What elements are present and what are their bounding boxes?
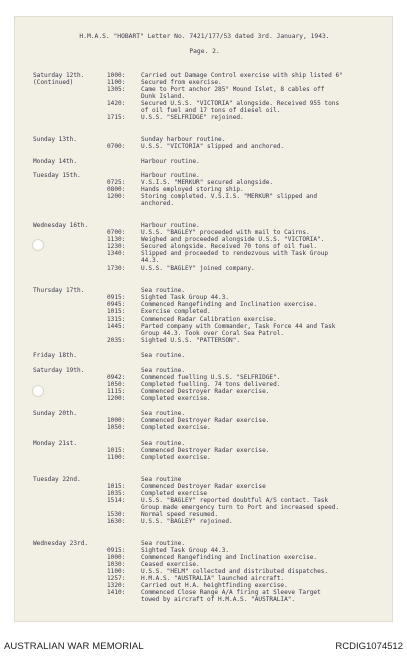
entry-time: 1100: xyxy=(107,568,126,575)
punch-hole xyxy=(32,385,44,397)
entry-time: 0915: xyxy=(107,547,126,554)
entry-time: 2035: xyxy=(107,337,126,344)
entry-time: 1050: xyxy=(107,424,126,431)
entry-text: Dunk Island. xyxy=(141,93,186,100)
entry-text: Harbour routine. xyxy=(141,158,200,165)
entry-text: Parted company with Commander, Task Force 44 and Task xyxy=(141,323,336,330)
entry-time: 1257: xyxy=(107,575,126,582)
entry-text: Ceased exercise. xyxy=(141,561,200,568)
document-page xyxy=(14,16,393,622)
entry-text: Secured alongside. Received 70 tons of oil fuel. xyxy=(141,243,318,250)
entry-text: Group made emergency turn to Port and increased speed. xyxy=(141,504,340,511)
entry-text: Sea routine. xyxy=(141,352,186,359)
letter-header: H.M.A.S. "HOBART" Letter No. 7421/177/53 dated 3rd. January, 1943. xyxy=(79,33,330,40)
entry-time: 1320: xyxy=(107,582,126,589)
entry-text: Sighted Task Group 44.3. xyxy=(141,547,230,554)
entry-time: 1530: xyxy=(107,511,126,518)
entry-text: Secured from exercise. xyxy=(141,79,222,86)
entry-time: 1715: xyxy=(107,114,126,121)
entry-time: 1410: xyxy=(107,589,126,596)
entry-text: Commenced Destroyer Radar exercise xyxy=(141,483,266,490)
entry-text: Weighed and proceeded alongside U.S.S. "VICTORIA". xyxy=(141,236,325,243)
entry-text: Completed fuelling. 74 tons delivered. xyxy=(141,381,281,388)
entry-time: 1000: xyxy=(107,554,126,561)
entry-day: Wednesday 16th. xyxy=(33,222,89,229)
entry-day: Sunday 20th. xyxy=(33,410,78,417)
entry-time: 1050: xyxy=(107,381,126,388)
entry-day: Saturday 12th. xyxy=(33,72,85,79)
punch-hole xyxy=(32,239,44,251)
entry-text: Commenced Rangefinding and Inclination exercise. xyxy=(141,554,318,561)
entry-text: U.S.S. "BAGLEY" joined company. xyxy=(141,265,255,272)
entry-day: Monday 14th. xyxy=(33,158,78,165)
entry-text: Exercise completed. xyxy=(141,308,211,315)
footer-credit: AUSTRALIAN WAR MEMORIAL xyxy=(4,641,144,652)
entry-time: 1200: xyxy=(107,193,126,200)
entry-day: Thursday 17th. xyxy=(33,287,85,294)
entry-text: Sea routine. xyxy=(141,410,186,417)
entry-day: (Continued) xyxy=(33,79,74,86)
entry-text: Sea routine. xyxy=(141,440,186,447)
entry-text: Commenced Rangefinding and Inclination exercise. xyxy=(141,301,318,308)
entry-text: Completed exercise xyxy=(141,490,208,497)
page-number: Page. 2. xyxy=(189,48,220,55)
entry-time: 1420: xyxy=(107,100,126,107)
entry-time: 0700: xyxy=(107,143,126,150)
entry-text: Completed exercise. xyxy=(141,454,211,461)
entry-time: 1015: xyxy=(107,447,126,454)
entry-text: anchored. xyxy=(141,200,175,207)
entry-time: 1730: xyxy=(107,265,126,272)
entry-time: 0700: xyxy=(107,229,126,236)
entry-text: Storing completed. V.S.I.S. "MERKUR" slipped and xyxy=(141,193,318,200)
entry-time: 1305: xyxy=(107,86,126,93)
entry-time: 1445: xyxy=(107,323,126,330)
entry-time: 1030: xyxy=(107,561,126,568)
entry-text: Commenced Destroyer Radar exercise. xyxy=(141,388,270,395)
entry-text: Sighted Task Group 44.3. xyxy=(141,294,230,301)
entry-time: 1630: xyxy=(107,518,126,525)
entry-time: 1100: xyxy=(107,454,126,461)
entry-text: U.S.S. "BAGLEY" reported doubtful A/S contact. Task xyxy=(141,497,329,504)
entry-time: 0915: xyxy=(107,294,126,301)
entry-time: 1000: xyxy=(107,72,126,79)
entry-text: of oil fuel and 17 tons of diesel oil. xyxy=(141,107,281,114)
entry-text: Completed exercise. xyxy=(141,424,211,431)
entry-text: Commenced Destroyer Radar exercise. xyxy=(141,417,270,424)
entry-time: 1015: xyxy=(107,308,126,315)
entry-time: 1230: xyxy=(107,243,126,250)
entry-text: Commenced Radar Calibration exercise. xyxy=(141,316,277,323)
entry-text: Sea routine xyxy=(141,476,182,483)
footer-record-id: RCDIG1074512 xyxy=(335,641,403,652)
entry-text: Harbour routine. xyxy=(141,172,200,179)
entry-text: Carried out H.A. heightfinding exercise. xyxy=(141,582,288,589)
entry-text: Normal speed resumed. xyxy=(141,511,219,518)
entry-text: Carried out Damage Control exercise with ship listed 6° xyxy=(141,72,343,79)
entry-time: 1100: xyxy=(107,79,126,86)
entry-text: Hands employed storing ship. xyxy=(141,186,244,193)
entry-text: Sea routine. xyxy=(141,367,186,374)
entry-time: 1315: xyxy=(107,316,126,323)
entry-text: Group 44.3. Took over Coral Sea Patrol. xyxy=(141,330,285,337)
entry-day: Tuesday 15th. xyxy=(33,172,81,179)
entry-text: Harbour routine. xyxy=(141,222,200,229)
entry-text: Completed exercise. xyxy=(141,395,211,402)
entry-day: Sunday 13th. xyxy=(33,136,78,143)
entry-text: U.S.S. "HELM" collected and distributed dispatches. xyxy=(141,568,329,575)
entry-time: 1200: xyxy=(107,395,126,402)
entry-text: Sunday harbour routine. xyxy=(141,136,226,143)
entry-text: Sighted U.S.S. "PATTERSON". xyxy=(141,337,241,344)
entry-time: 1340: xyxy=(107,250,126,257)
entry-text: H.M.A.S. "AUSTRALIA" launched aircraft. xyxy=(141,575,285,582)
entry-time: 1514: xyxy=(107,497,126,504)
entry-day: Wednesday 23rd. xyxy=(33,540,89,547)
entry-time: 1115: xyxy=(107,388,126,395)
entry-day: Monday 21st. xyxy=(33,440,78,447)
entry-text: Secured U.S.S. "VICTORIA" alongside. Received 955 tons xyxy=(141,100,340,107)
entry-text: Slipped and proceeded to rendezvous with Task Group xyxy=(141,250,329,257)
entry-time: 1035: xyxy=(107,490,126,497)
entry-text: towed by aircraft of H.M.A.S. "AUSTRALIA". xyxy=(141,596,296,603)
entry-time: 1015: xyxy=(107,483,126,490)
entry-text: U.S.S. "BAGLEY" rejoined. xyxy=(141,518,233,525)
entry-time: 1130: xyxy=(107,236,126,243)
entry-time: 0945: xyxy=(107,301,126,308)
entry-text: U.S.S. "VICTORIA" slipped and anchored. xyxy=(141,143,285,150)
entry-text: U.S.S. "SELFRIDGE" rejoined. xyxy=(141,114,244,121)
entry-day: Saturday 19th. xyxy=(33,367,85,374)
entry-text: Commenced Destroyer Radar exercise. xyxy=(141,447,270,454)
entry-day: Friday 18th. xyxy=(33,352,78,359)
entry-day: Tuesday 22nd. xyxy=(33,476,81,483)
entry-text: Commenced fuelling U.S.S. "SELFRIDGE". xyxy=(141,374,281,381)
entry-text: 44.3. xyxy=(141,257,160,264)
entry-time: 0942: xyxy=(107,374,126,381)
entry-time: 0725: xyxy=(107,179,126,186)
entry-text: Commenced Close Range A/A firing at Sleeve Target xyxy=(141,589,321,596)
entry-time: 1000: xyxy=(107,417,126,424)
entry-time: 0800: xyxy=(107,186,126,193)
entry-text: U.S.S. "BAGLEY" proceeded with mail to Cairns. xyxy=(141,229,310,236)
entry-text: Came to Port anchor 285° Mound Islet, 8 cables off xyxy=(141,86,325,93)
entry-text: Sea routine. xyxy=(141,287,186,294)
entry-text: Sea routine. xyxy=(141,540,186,547)
entry-text: V.S.I.S. "MERKUR" secured alongside. xyxy=(141,179,274,186)
